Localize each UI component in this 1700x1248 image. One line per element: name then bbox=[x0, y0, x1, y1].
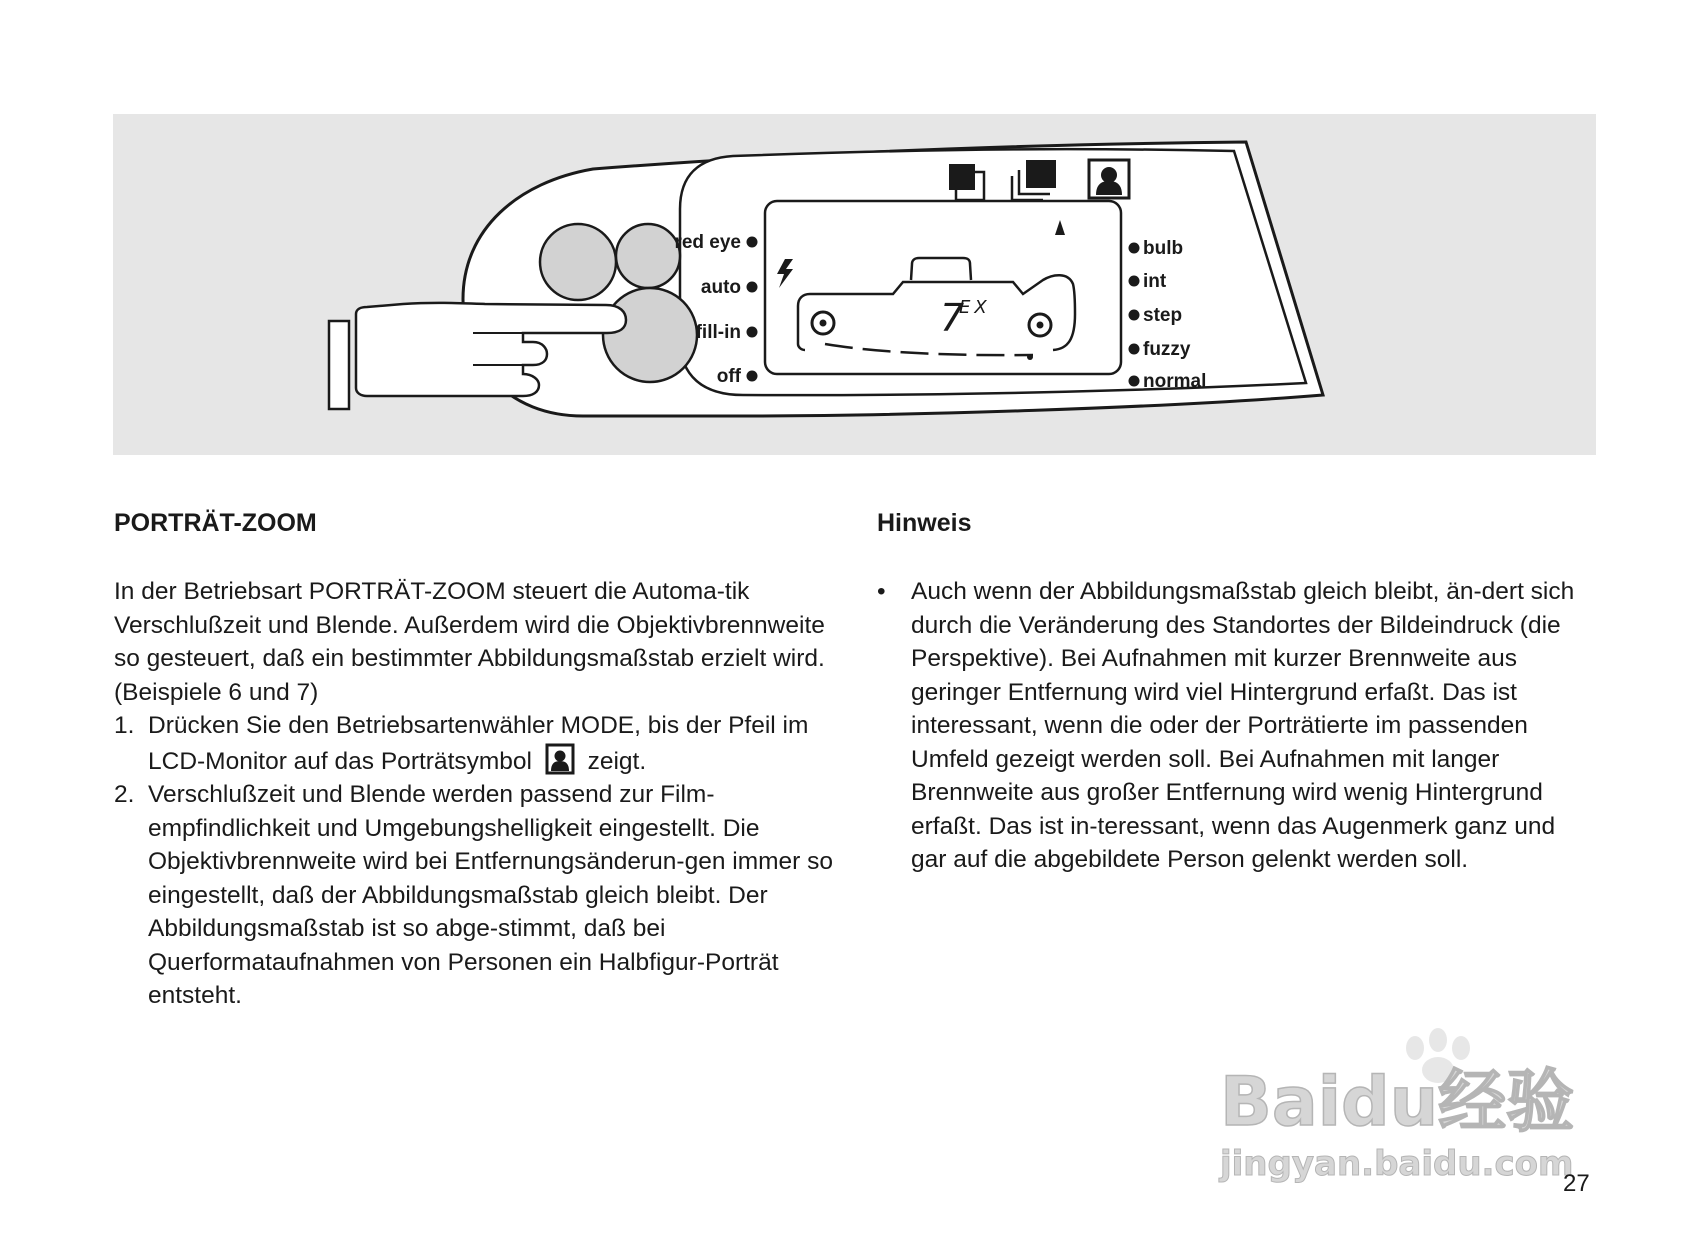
bullet: • bbox=[877, 578, 886, 605]
step-text: Verschlußzeit und Blende werden passend zur Film-empfindlichkeit und Umgebungshelligkeit eingestellt. Die Objektivbrennweite wird bei Entfernungsänderun-gen immer so eingestellt, daß der Abbildungsmaßstab gleich bleibt. Der Abbildungsmaßstab ist so abge-stimmt, daß bei Querformataufnahmen von Personen ein Halbfigur-Porträt entsteht. bbox=[148, 781, 833, 1009]
page-number: 27 bbox=[1563, 1170, 1590, 1197]
note-item bbox=[877, 575, 1597, 877]
step-text-before: Drücken Sie den Betriebsartenwähler MODE, bis der Pfeil im LCD-Monitor auf das Porträtsymbol bbox=[148, 712, 809, 775]
step-number: 2. bbox=[114, 781, 135, 808]
drive-mode-fuzzy: fuzzy bbox=[1143, 339, 1191, 360]
camera-panel-illustration bbox=[113, 114, 1596, 455]
drive-mode-normal: normal bbox=[1143, 371, 1207, 392]
step-text-after: zeigt. bbox=[587, 747, 647, 775]
watermark-url: jingyan.baidu.com bbox=[1220, 1144, 1574, 1184]
drive-mode-step: step bbox=[1143, 305, 1183, 326]
section-title-portrait-zoom: PORTRÄT-ZOOM bbox=[114, 509, 317, 537]
section-title-note: Hinweis bbox=[877, 509, 972, 537]
left-column bbox=[114, 505, 854, 1013]
frame-counter: 7 bbox=[940, 296, 965, 340]
flash-mode-off: off bbox=[716, 366, 741, 387]
flash-mode-red-eye: red eye bbox=[674, 232, 741, 253]
step-number: 1. bbox=[114, 712, 135, 739]
mode-button[interactable] bbox=[603, 288, 697, 382]
step-item bbox=[114, 778, 854, 1013]
flash-mode-auto: auto bbox=[700, 277, 741, 298]
watermark-brand: Baidu经验 bbox=[1220, 1063, 1575, 1142]
note-text: Auch wenn der Abbildungsmaßstab gleich bleibt, än-dert sich durch die Veränderung des Standortes der Bildeindruck (die Perspektive). Bei Aufnahmen mit kurzer Brennweite aus geringer Entfernung wird viel Hintergrund erfaßt. Das ist interessant, wenn die oder der Porträtierte im passenden Umfeld gezeigt werden soll. Bei Aufnahmen mit langer Brennweite aus großer Entfernung wird wenig Hintergrund erfaßt. Das ist in-teressant, wenn das Augenmerk ganz und gar auf die abgebildete Person gelenkt werden soll. bbox=[911, 578, 1575, 873]
intro-paragraph: In der Betriebsart PORTRÄT-ZOOM steuert die Automa-tik Verschlußzeit und Blende. Außerdem wird die Objektivbrennweite so gesteuert, daß ein bestimmter Abbildungsmaßstab erzielt wird. (Beispiele 6 und 7) bbox=[114, 578, 825, 706]
flash-mode-fill-in: fill-in bbox=[695, 322, 741, 343]
steps-list bbox=[114, 709, 854, 1013]
drive-mode-int: int bbox=[1143, 271, 1167, 292]
drive-mode-bulb: bulb bbox=[1143, 238, 1184, 259]
step-item bbox=[114, 709, 854, 778]
dial-button-1[interactable] bbox=[540, 224, 616, 300]
right-column bbox=[877, 505, 1597, 877]
frame-counter-suffix: EX bbox=[959, 297, 991, 318]
note-list bbox=[877, 575, 1597, 877]
baidu-watermark-logo bbox=[1210, 1000, 1610, 1190]
portrait-icon bbox=[1089, 160, 1129, 198]
camera-top-panel bbox=[113, 114, 1596, 455]
lcd-screen bbox=[765, 201, 1121, 374]
dial-button-2[interactable] bbox=[616, 224, 680, 288]
portrait-icon bbox=[545, 743, 575, 775]
